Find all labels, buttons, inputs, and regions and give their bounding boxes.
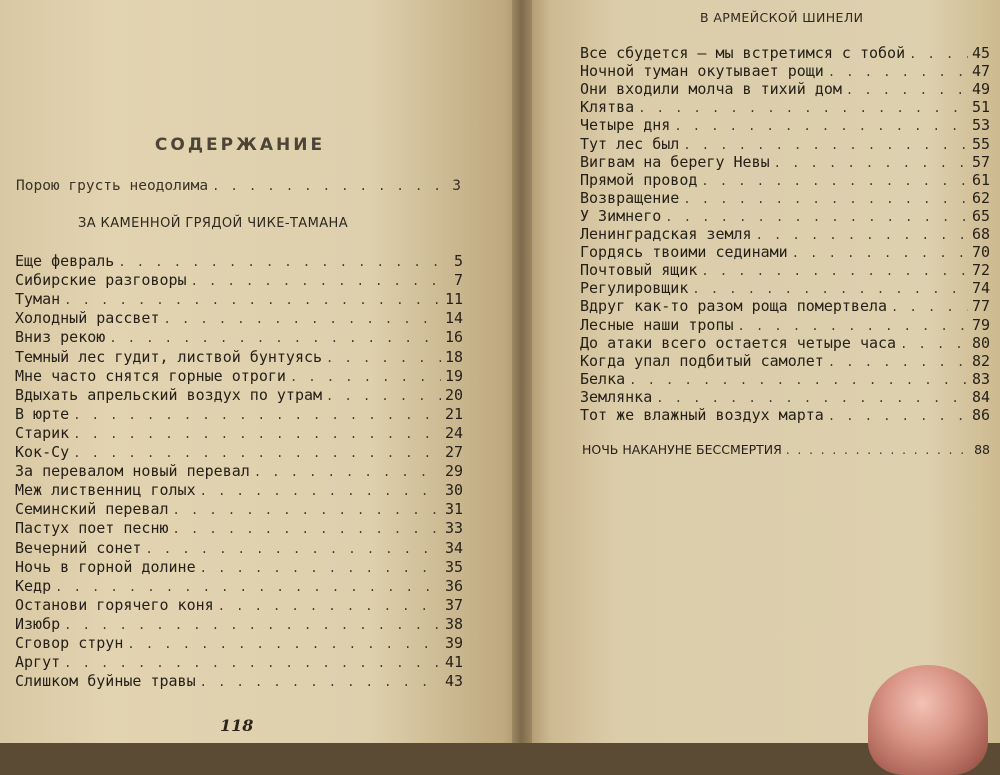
- leader-dots: [756, 229, 968, 241]
- toc-entry: [15, 309, 463, 328]
- toc-entry: [580, 44, 990, 62]
- entry-title: Темный лес гудит, листвой бунтуясь: [15, 347, 323, 366]
- entry-title: Все сбудется — мы встретимся с тобой: [580, 44, 906, 62]
- leader-dots: [118, 256, 450, 268]
- entry-page: 38: [444, 614, 463, 633]
- entry-title: Кок-Су: [15, 443, 70, 461]
- entry-title: НОЧЬ НАКАНУНЕ БЕССМЕРТИЯ: [582, 442, 782, 457]
- leader-dots: [738, 320, 968, 332]
- entry-title: Меж лиственниц голых: [15, 481, 196, 500]
- entry-page: 18: [444, 347, 463, 366]
- entry-title: Сибирские разговоры: [15, 271, 187, 290]
- entry-page: 21: [444, 404, 463, 423]
- thumb: [868, 665, 988, 775]
- toc-entry: [580, 153, 990, 171]
- entry-title: Вигвам на берегу Невы: [580, 152, 770, 171]
- entry-page: 83: [971, 369, 990, 388]
- entry-page: 30: [444, 481, 463, 500]
- toc-entry: [15, 252, 463, 271]
- toc-entry: [15, 539, 463, 558]
- toc-entry: [15, 634, 463, 653]
- leader-dots: [145, 543, 441, 555]
- leader-dots: [326, 390, 441, 402]
- contents-heading: СОДЕРЖАНИЕ: [154, 135, 326, 155]
- toc-entry: [15, 558, 463, 577]
- leader-dots: [846, 84, 968, 96]
- entry-page: 43: [444, 672, 463, 691]
- entry-title: Вечерний сонет: [15, 538, 142, 557]
- toc-entry: [580, 207, 990, 225]
- leader-dots: [55, 581, 441, 593]
- entry-title: Регулировщик: [580, 279, 689, 298]
- leader-dots: [692, 283, 968, 295]
- section-title-right: В АРМЕЙСКОЙ ШИНЕЛИ: [700, 10, 864, 25]
- entry-page: 57: [971, 152, 990, 171]
- leader-dots: [683, 193, 968, 205]
- entry-page: 14: [444, 309, 463, 328]
- leader-dots: [290, 371, 441, 383]
- toc-entry: [580, 62, 990, 80]
- toc-entry: [580, 388, 990, 406]
- entry-page: 16: [444, 328, 463, 347]
- entry-title: Туман: [15, 290, 61, 309]
- toc-entry: [580, 189, 990, 207]
- entry-title: У Зимнего: [580, 206, 662, 225]
- entry-page: 33: [444, 519, 463, 538]
- entry-title: Кедр: [15, 576, 52, 595]
- entry-title: Они входили молча в тихий дом: [580, 80, 842, 99]
- leader-dots: [828, 410, 968, 422]
- entry-page: 77: [971, 297, 990, 316]
- entry-page: 74: [971, 279, 990, 298]
- toc-entry: [15, 577, 463, 596]
- entry-title: Пастух поет песню: [15, 519, 169, 538]
- entry-title: Ночной туман окутывает рощи: [580, 62, 824, 81]
- toc-entry: [15, 367, 463, 386]
- leader-dots: [326, 352, 441, 364]
- toc-entry: [15, 348, 463, 367]
- entry-title: Порою грусть неодолима: [16, 178, 209, 194]
- toc-entry: [15, 271, 463, 290]
- leader-dots: [891, 301, 968, 313]
- entry-page: 11: [444, 290, 463, 309]
- entry-title: Еще февраль: [15, 252, 115, 270]
- entry-page: 35: [444, 557, 463, 576]
- entry-title: Возвращение: [580, 188, 680, 207]
- entry-page: 84: [971, 387, 990, 406]
- leader-dots: [828, 66, 968, 78]
- entry-title: Лесные наши тропы: [580, 315, 734, 334]
- entry-page: 29: [444, 462, 463, 481]
- leader-dots: [109, 332, 441, 344]
- leader-dots: [786, 444, 970, 456]
- entry-title: Клятва: [580, 98, 635, 117]
- toc-entry: [15, 386, 463, 405]
- entry-page: 61: [971, 170, 990, 189]
- leader-dots: [629, 374, 968, 386]
- leader-dots: [200, 485, 441, 497]
- entry-title: В юрте: [15, 404, 70, 423]
- entry-title: Белка: [580, 369, 626, 388]
- entry-title: Землянка: [580, 387, 653, 406]
- entry-title: Изюбр: [15, 614, 61, 633]
- leader-dots: [173, 523, 441, 535]
- entry-page: 34: [444, 538, 463, 557]
- entry-page: 20: [444, 385, 463, 404]
- entry-title: Вдыхать апрельский воздух по утрам: [15, 385, 323, 404]
- toc-entry: [580, 297, 990, 315]
- toc-entry: [15, 596, 463, 615]
- entry-page: 80: [971, 333, 990, 352]
- leader-dots: [701, 175, 968, 187]
- entry-page: 72: [971, 261, 990, 280]
- toc-entry: [15, 462, 463, 481]
- leader-dots: [212, 180, 448, 192]
- entry-page: 82: [971, 351, 990, 370]
- entry-title: Ночь в горной долине: [15, 557, 196, 576]
- toc-entry: [15, 424, 463, 443]
- section-title-left: ЗА КАМЕННОЙ ГРЯДОЙ ЧИКЕ-ТАМАНА: [78, 216, 348, 231]
- intro-entry: [16, 178, 461, 194]
- entry-title: Старик: [15, 423, 70, 442]
- leader-dots: [828, 356, 968, 368]
- toc-entry: [15, 481, 463, 500]
- entry-title: За перевалом новый перевал: [15, 462, 250, 481]
- entry-page: 70: [971, 243, 990, 262]
- entry-page: 19: [444, 366, 463, 385]
- toc-entry: [580, 352, 990, 370]
- leader-dots: [218, 600, 441, 612]
- leader-dots: [909, 48, 968, 60]
- entry-page: 3: [452, 178, 461, 194]
- entry-title: Холодный рассвет: [15, 309, 160, 328]
- toc-entry: [15, 653, 463, 672]
- entry-page: 86: [971, 406, 990, 424]
- leader-dots: [73, 409, 441, 421]
- leader-dots: [674, 120, 968, 132]
- leader-dots: [254, 466, 441, 478]
- entry-page: 7: [453, 271, 463, 290]
- entry-title: Аргут: [15, 653, 61, 672]
- entry-title: Когда упал подбитый самолет: [580, 351, 824, 370]
- toc-entry: [580, 279, 990, 297]
- toc-entry: [580, 406, 990, 424]
- entry-title: Сговор струн: [15, 634, 124, 652]
- toc-entry: [15, 672, 463, 691]
- final-section-entry: [582, 442, 990, 457]
- leader-dots: [200, 676, 441, 688]
- book-gutter: [512, 0, 532, 743]
- leader-dots: [73, 447, 441, 459]
- entry-page: 45: [971, 44, 990, 62]
- leader-dots: [900, 338, 968, 350]
- toc-entry: [15, 443, 463, 462]
- entry-title: Вниз рекою: [15, 328, 106, 347]
- leader-dots: [64, 619, 441, 631]
- entry-title: Вдруг как-то разом роща помертвела: [580, 297, 888, 316]
- entry-page: 24: [444, 423, 463, 442]
- toc-entry: [580, 80, 990, 98]
- entry-title: Тут лес был: [580, 134, 680, 153]
- entry-page: 47: [971, 62, 990, 81]
- entry-page: 37: [444, 595, 463, 614]
- entry-page: 5: [453, 252, 463, 270]
- toc-entry: [580, 261, 990, 279]
- entry-title: Тот же влажный воздух марта: [580, 406, 824, 424]
- entry-title: Почтовый ящик: [580, 261, 698, 280]
- entry-page: 62: [971, 188, 990, 207]
- entry-page: 41: [444, 653, 463, 672]
- entry-title: Гордясь твоими сединами: [580, 243, 788, 262]
- toc-entry: [580, 334, 990, 352]
- leader-dots: [792, 247, 968, 259]
- entry-title: Мне часто снятся горные отроги: [15, 366, 286, 385]
- entry-title: Семинский перевал: [15, 500, 169, 519]
- entry-page: 65: [971, 206, 990, 225]
- entry-page: 39: [444, 634, 463, 652]
- leader-dots: [774, 157, 968, 169]
- page-number: 118: [220, 716, 254, 735]
- leader-dots: [656, 392, 968, 404]
- toc-entry: [580, 98, 990, 116]
- entry-title: До атаки всего остается четыре часа: [580, 333, 897, 352]
- toc-entry: [15, 519, 463, 538]
- leader-dots: [701, 265, 968, 277]
- entry-page: 68: [971, 225, 990, 243]
- entry-page: 88: [974, 442, 990, 457]
- toc-entry: [15, 405, 463, 424]
- entry-page: 79: [971, 315, 990, 334]
- toc-entry: [580, 116, 990, 134]
- toc-entry: [580, 225, 990, 243]
- toc-entry: [15, 290, 463, 309]
- leader-dots: [683, 139, 968, 151]
- toc-entry: [15, 328, 463, 347]
- entry-title: Прямой провод: [580, 170, 698, 189]
- entry-page: 36: [444, 576, 463, 595]
- leader-dots: [73, 428, 441, 440]
- leader-dots: [127, 638, 441, 650]
- toc-entry: [580, 316, 990, 334]
- leader-dots: [191, 275, 450, 287]
- entry-page: 53: [971, 116, 990, 135]
- toc-entry: [580, 171, 990, 189]
- leader-dots: [64, 657, 441, 669]
- leader-dots: [164, 313, 441, 325]
- toc-entry: [580, 135, 990, 153]
- entry-title: Четыре дня: [580, 116, 671, 135]
- entry-title: Ленинградская земля: [580, 225, 752, 243]
- leader-dots: [638, 102, 968, 114]
- toc-entry: [15, 500, 463, 519]
- toc-entry: [15, 615, 463, 634]
- entry-page: 31: [444, 500, 463, 519]
- leader-dots: [173, 504, 441, 516]
- entry-page: 51: [971, 98, 990, 117]
- entry-page: 49: [971, 80, 990, 99]
- entry-page: 27: [444, 443, 463, 461]
- leader-dots: [200, 562, 441, 574]
- toc-entry: [580, 370, 990, 388]
- entry-title: Останови горячего коня: [15, 595, 214, 614]
- leader-dots: [665, 211, 968, 223]
- toc-entry: [580, 243, 990, 261]
- leader-dots: [64, 294, 441, 306]
- entry-title: Слишком буйные травы: [15, 672, 196, 691]
- entry-page: 55: [971, 134, 990, 153]
